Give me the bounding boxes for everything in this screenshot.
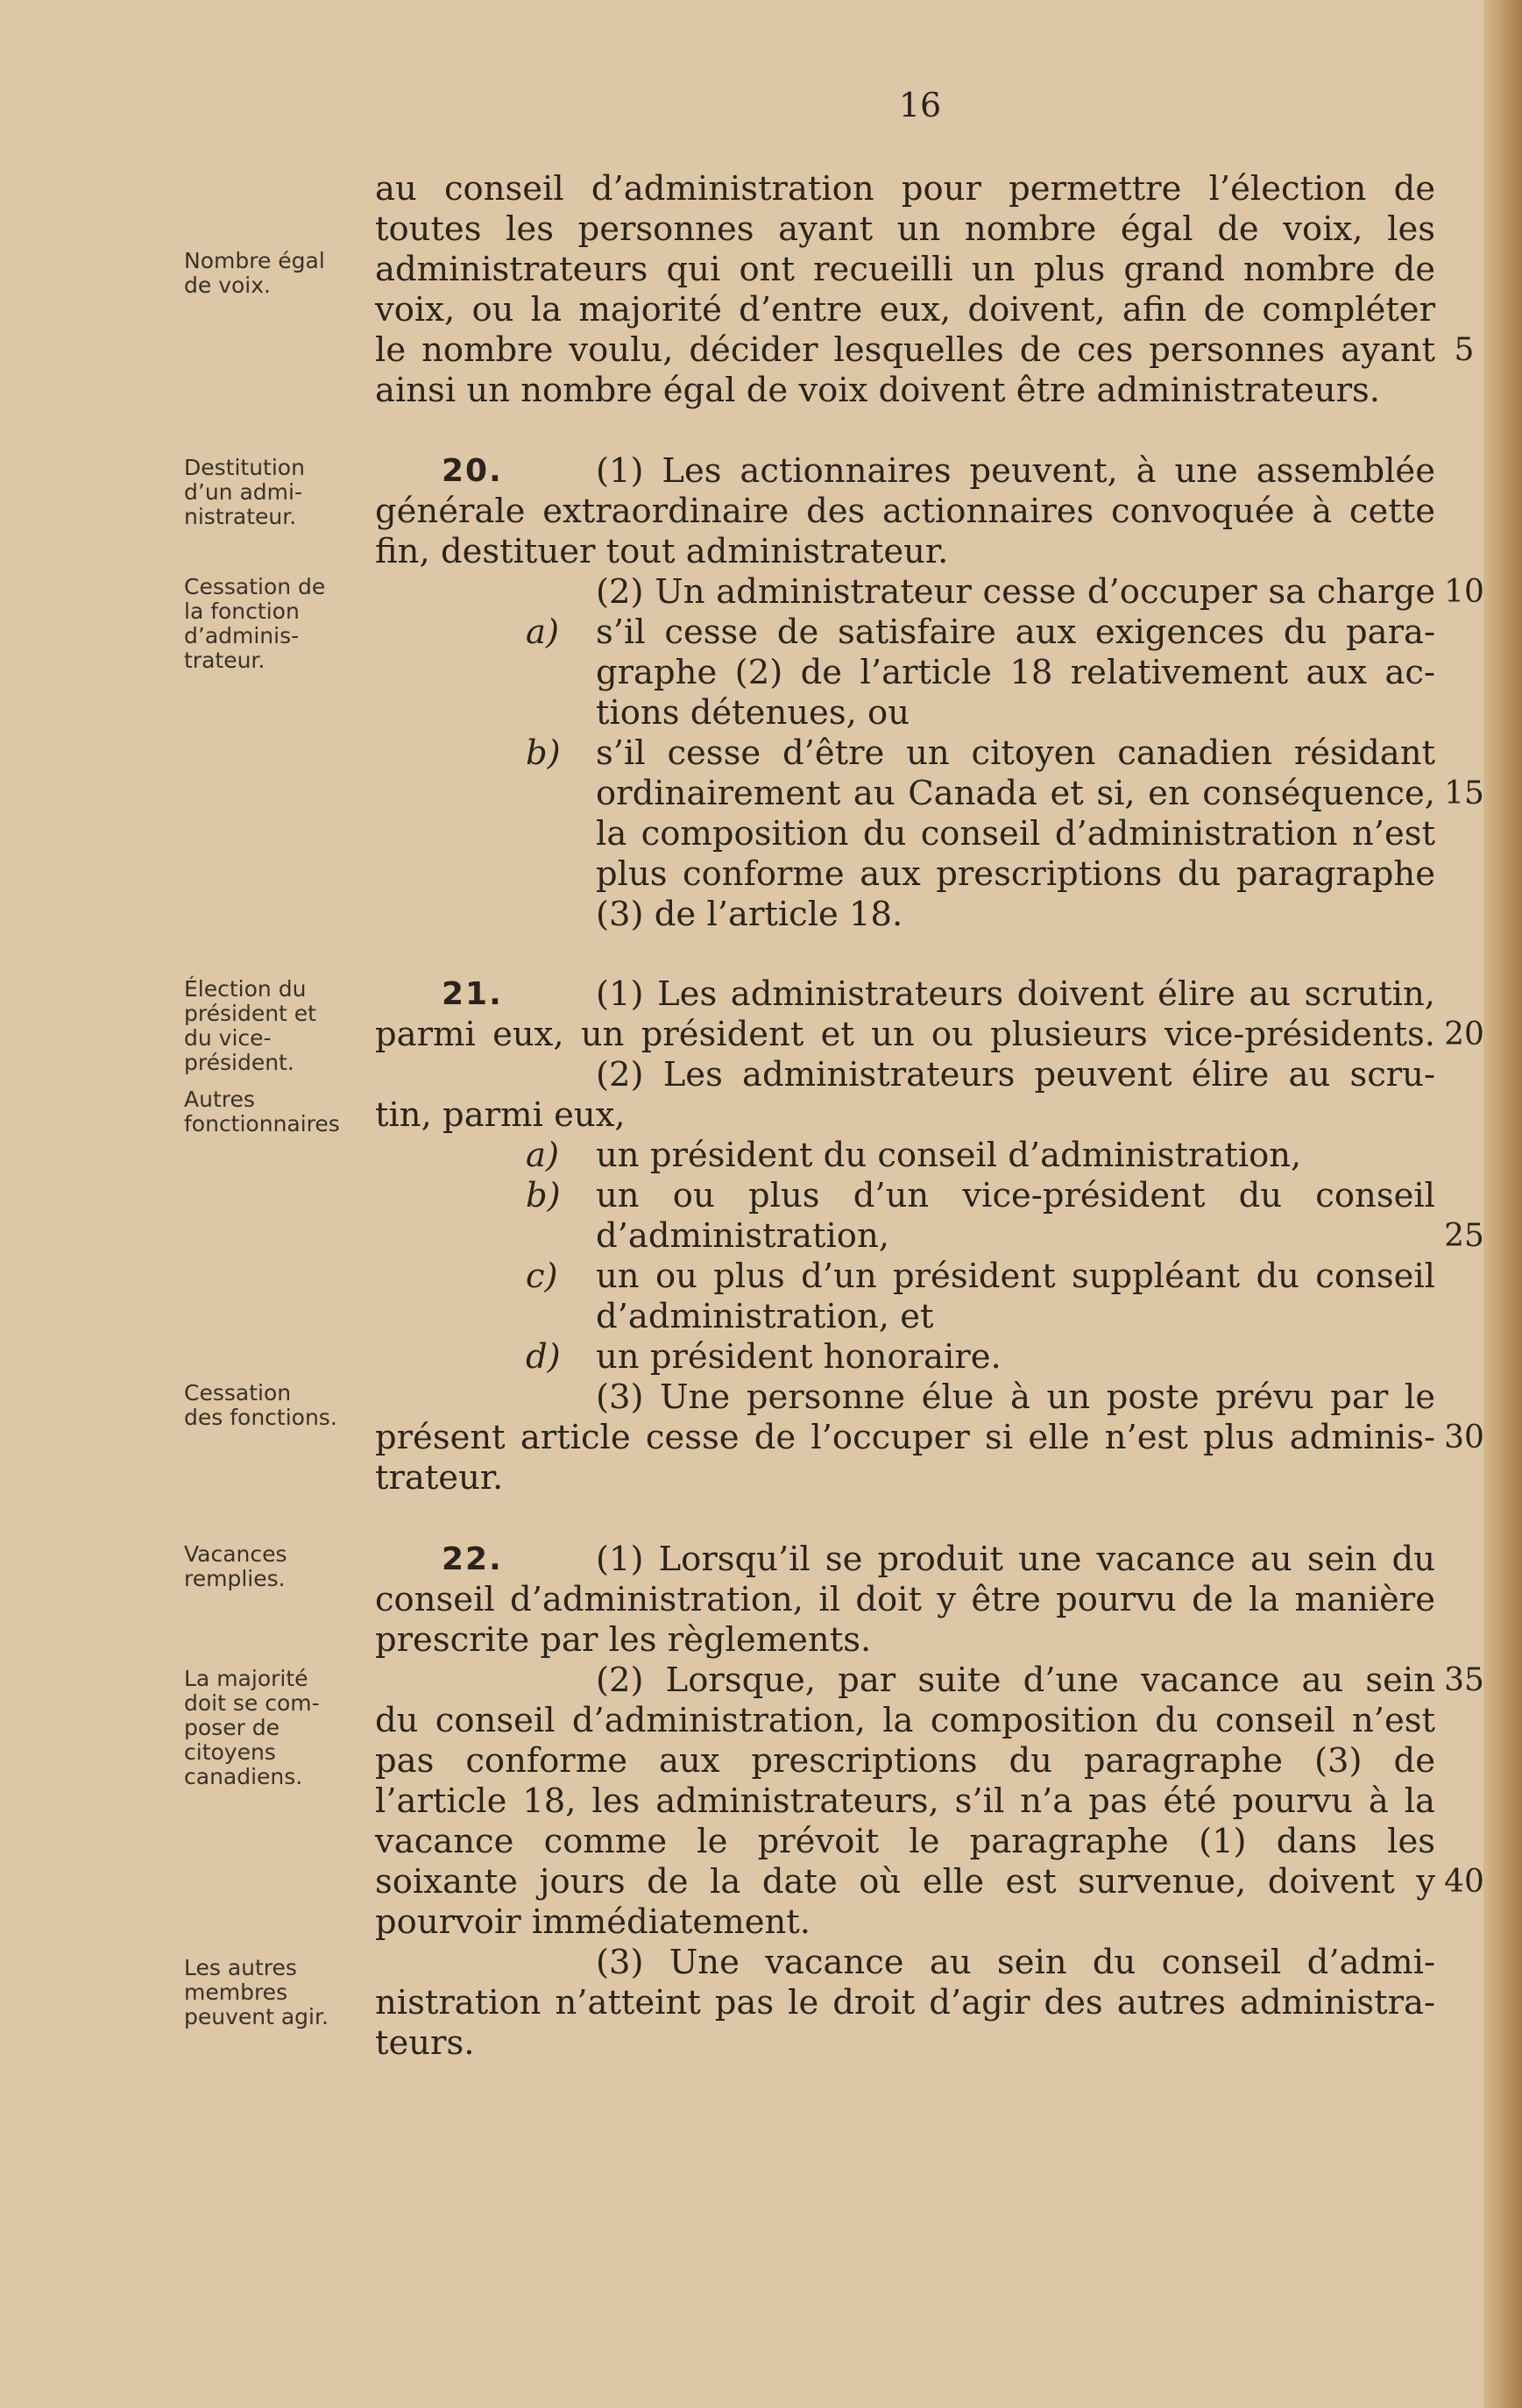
section-number: 22. — [442, 1541, 503, 1577]
text-line: (2) Lorsque, par suite d’une vacance au sein — [596, 1661, 1435, 1700]
page-number: 16 — [898, 86, 942, 124]
item-text: un président honoraire. — [596, 1337, 1002, 1377]
text-line: (1) Lorsqu’il se produit une vacance au sein du — [596, 1540, 1435, 1579]
line-number: 35 — [1444, 1662, 1484, 1698]
list-item — [526, 1257, 1435, 1297]
item-label: a) — [526, 613, 559, 652]
text-line: parmi eux, un président et un ou plusieurs vice-présidents. — [375, 1015, 1435, 1054]
margin-note-autres-membres: Les autres membres peuvent agir. — [184, 1955, 329, 2029]
item-text: un président du conseil d’administration, — [596, 1136, 1302, 1175]
section-number: 20. — [442, 453, 503, 489]
line-number: 10 — [1444, 574, 1484, 610]
text-line: soixante jours de la date où elle est survenue, doivent y — [375, 1862, 1435, 1902]
text-line: nistration n’atteint pas le droit d’agir des autres administra- — [375, 1983, 1435, 2022]
line-number: 40 — [1444, 1864, 1484, 1900]
text-line: (1) Les administrateurs doivent élire au scrutin, — [596, 974, 1435, 1014]
text-line: l’article 18, les administrateurs, s’il n’a pas été pourvu à la — [375, 1781, 1435, 1821]
list-item — [526, 733, 1435, 774]
margin-note-cessation-fonction: Cessation de la fonction d’adminis- trateur. — [184, 574, 326, 673]
text-line: teurs. — [375, 2023, 475, 2063]
text-line: toutes les personnes ayant un nombre égal de voix, les — [375, 209, 1435, 249]
text-line: présent article cesse de l’occuper si elle n’est plus adminis- — [375, 1418, 1435, 1457]
margin-note-majorite: La majorité doit se com- poser de citoyens canadiens. — [184, 1666, 320, 1789]
text-line: administrateurs qui ont recueilli un plus grand nombre de — [375, 250, 1435, 289]
text-line: (1) Les actionnaires peuvent, à une assemblée — [596, 451, 1435, 491]
text-line: (2) Les administrateurs peuvent élire au scru- — [596, 1055, 1435, 1094]
item-label: a) — [526, 1136, 559, 1175]
text-line: pourvoir immédiatement. — [375, 1902, 811, 1942]
text-line: d’administration, — [596, 1216, 889, 1256]
item-label: c) — [526, 1257, 558, 1296]
list-item — [526, 1337, 1435, 1378]
line-number: 30 — [1444, 1420, 1484, 1455]
section-number: 21. — [442, 976, 503, 1012]
text-line: d’administration, et — [596, 1297, 934, 1336]
item-label: d) — [526, 1337, 561, 1377]
margin-note-vacances: Vacances remplies. — [184, 1541, 287, 1591]
margin-note-autres-fonctionnaires: Autres fonctionnaires — [184, 1087, 340, 1137]
text-line: ainsi un nombre égal de voix doivent être administrateurs. — [375, 371, 1380, 410]
text-line: la composition du conseil d’administration n’est — [596, 814, 1435, 853]
line-number: 20 — [1444, 1016, 1484, 1052]
text-line: fin, destituer tout administrateur. — [375, 532, 949, 571]
item-label: b) — [526, 1176, 561, 1215]
list-item — [526, 1176, 1435, 1216]
margin-note-election-president: Élection du président et du vice- président. — [184, 976, 316, 1075]
item-text: un ou plus d’un vice-président du conseil — [596, 1176, 1435, 1215]
list-item — [526, 1136, 1435, 1176]
item-text: un ou plus d’un président suppléant du conseil — [596, 1257, 1435, 1296]
text-line: du conseil d’administration, la composition du conseil n’est — [375, 1701, 1435, 1740]
margin-note-nombre-egal: Nombre égal de voix. — [184, 248, 325, 298]
text-line: générale extraordinaire des actionnaires convoquée à cette — [375, 492, 1435, 531]
text-line: (3) Une vacance au sein du conseil d’admi- — [596, 1943, 1435, 1982]
text-line: trateur. — [375, 1458, 504, 1498]
text-line: pas conforme aux prescriptions du paragraphe (3) de — [375, 1741, 1435, 1781]
item-label: b) — [526, 733, 561, 773]
margin-note-destitution: Destitution d’un admi- nistrateur. — [184, 455, 305, 529]
line-number: 5 — [1454, 332, 1475, 368]
text-line: graphe (2) de l’article 18 relativement aux ac- — [596, 653, 1435, 692]
text-line: au conseil d’administration pour permettre l’élection de — [375, 169, 1435, 209]
margin-note-cessation-fonctions: Cessation des fonctions. — [184, 1380, 337, 1430]
text-line: vacance comme le prévoit le paragraphe (1) dans les — [375, 1822, 1435, 1861]
text-line: prescrite par les règlements. — [375, 1620, 872, 1660]
text-line: le nombre voulu, décider lesquelles de ces personnes ayant — [375, 330, 1435, 370]
text-line: ordinairement au Canada et si, en conséquence, — [596, 774, 1435, 813]
text-line: plus conforme aux prescriptions du paragraphe — [596, 854, 1435, 894]
text-line: voix, ou la majorité d’entre eux, doivent, afin de compléter — [375, 290, 1435, 329]
text-line: (3) de l’article 18. — [596, 895, 903, 934]
text-line: conseil d’administration, il doit y être pourvu de la manière — [375, 1580, 1435, 1619]
page-edge — [1483, 0, 1522, 2408]
text-line: tin, parmi eux, — [375, 1095, 626, 1135]
item-text: s’il cesse de satisfaire aux exigences du para- — [596, 613, 1435, 652]
text-line: (3) Une personne élue à un poste prévu par le — [596, 1378, 1435, 1417]
line-number: 15 — [1444, 776, 1484, 811]
text-line: tions détenues, ou — [596, 693, 910, 733]
list-item — [526, 613, 1435, 653]
line-number: 25 — [1444, 1218, 1484, 1254]
item-text: s’il cesse d’être un citoyen canadien résidant — [596, 733, 1435, 773]
text-line: (2) Un administrateur cesse d’occuper sa charge — [596, 572, 1435, 612]
